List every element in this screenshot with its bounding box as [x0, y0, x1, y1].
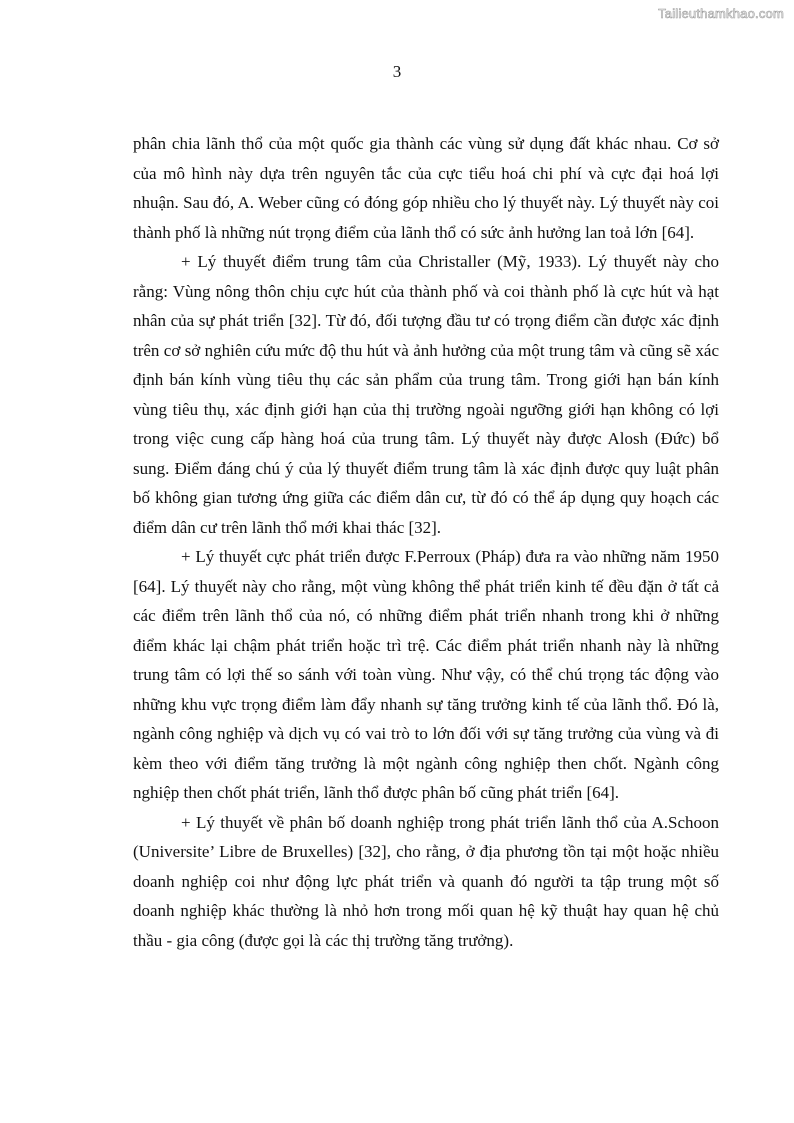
watermark-text: Tailieuthamkhao.com	[658, 6, 784, 21]
page-number: 3	[392, 62, 402, 81]
paragraph-christaller-theory: + Lý thuyết điểm trung tâm của Christaller (Mỹ, 1933). Lý thuyết này cho rằng: Vùng nông thôn chịu cực hút của thành phố và coi thành phố là cực hút và hạt nhân của sự phát triển [32]. Từ đó, đối tượng đầu tư có trọng điểm cần được xác định trên cơ sở nghiên cứu mức độ thu hút và ảnh hưởng của một trung tâm và cũng sẽ xác định bán kính vùng tiêu thụ các sản phẩm của trung tâm. Trong giới hạn bán kính vùng tiêu thụ, xác định giới hạn của thị trường ngoài ngưỡng giới hạn không có lợi trong việc cung cấp hàng hoá của trung tâm. Lý thuyết này được Alosh (Đức) bổ sung. Điểm đáng chú ý của lý thuyết điểm trung tâm là xác định được quy luật phân bố không gian tương ứng giữa các điểm dân cư, từ đó có thể áp dụng quy hoạch các điểm dân cư trên lãnh thổ mới khai thác [32].	[133, 252, 719, 537]
paragraph-schoon-theory: + Lý thuyết về phân bố doanh nghiệp trong phát triển lãnh thổ của A.Schoon (Universite’ Libre de Bruxelles) [32], cho rằng, ở địa phương tồn tại một hoặc nhiều doanh nghiệp coi như động lực phát triển và quanh đó người ta tập trung một số doanh nghiệp khác thường là nhỏ hơn trong mối quan hệ kỹ thuật hay quan hệ chủ thầu - gia công (được gọi là các thị trường tăng trưởng).	[133, 812, 719, 950]
document-body	[133, 129, 719, 955]
paragraph-continuation: phân chia lãnh thổ của một quốc gia thành các vùng sử dụng đất khác nhau. Cơ sở của mô hình này dựa trên nguyên tắc của cực tiểu hoá chi phí và cực đại hoá lợi nhuận. Sau đó, A. Weber cũng có đóng góp nhiều cho lý thuyết này. Lý thuyết này coi thành phố là những nút trọng điểm của lãnh thổ có sức ảnh hưởng lan toả lớn [64].	[133, 134, 719, 242]
paragraph-perroux-theory: + Lý thuyết cực phát triển được F.Perroux (Pháp) đưa ra vào những năm 1950 [64]. Lý thuyết này cho rằng, một vùng không thể phát triển kinh tế đều đặn ở tất cả các điểm trên lãnh thổ của nó, có những điểm phát triển nhanh trong khi ở những điểm khác lại chậm phát triển hoặc trì trệ. Các điểm phát triển nhanh này là những trung tâm có lợi thế so sánh với toàn vùng. Như vậy, có thể chú trọng tác động vào những khu vực trọng điểm làm đẩy nhanh sự tăng trưởng kinh tế của lãnh thổ. Đó là, ngành công nghiệp và dịch vụ có vai trò to lớn đối với sự tăng trưởng của vùng và đi kèm theo với điểm tăng trưởng là một ngành công nghiệp then chốt. Ngành công nghiệp then chốt phát triển, lãnh thổ được phân bố cũng phát triển [64].	[133, 547, 719, 802]
